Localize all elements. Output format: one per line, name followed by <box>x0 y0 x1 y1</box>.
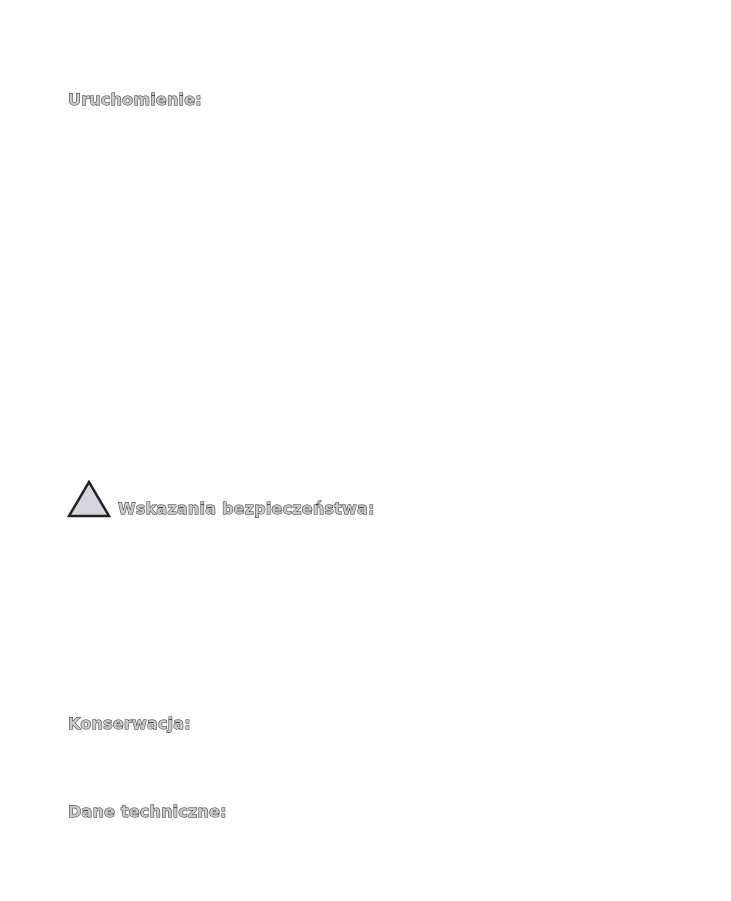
heading-startup: Uruchomienie: <box>68 90 202 109</box>
heading-technical-data: Dane techniczne: <box>68 802 227 821</box>
heading-safety: Wskazania bezpieczeństwa: <box>118 499 375 518</box>
heading-maintenance: Konserwacja: <box>68 714 191 733</box>
warning-triangle-icon <box>67 480 111 518</box>
